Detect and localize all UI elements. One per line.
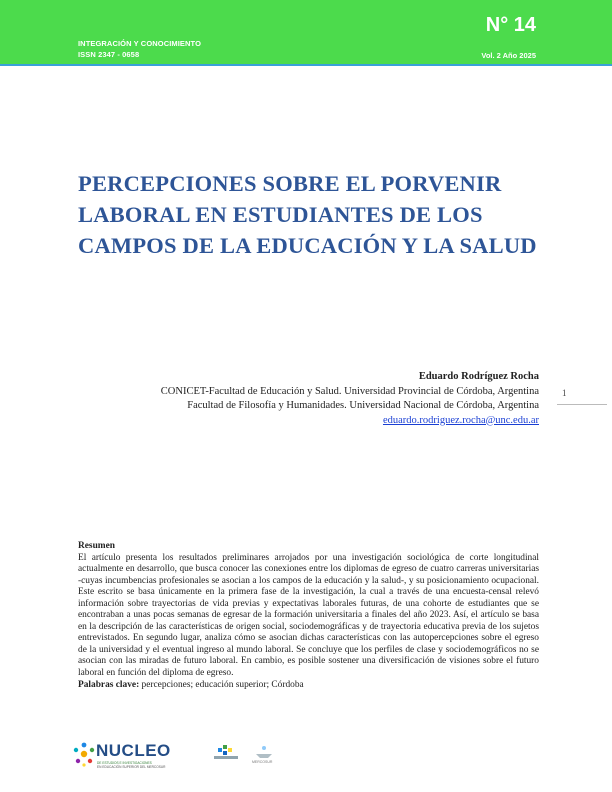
keywords-label: Palabras clave: xyxy=(78,679,140,690)
author-name: Eduardo Rodríguez Rocha xyxy=(418,371,539,382)
keywords-line xyxy=(78,680,539,692)
partner-logo-graphic xyxy=(212,742,282,768)
issue-number: N° 14 xyxy=(485,14,536,36)
abstract-body: El artículo presenta los resultados preliminares arrojados por una investigación sociológica de corte longitudinal actualmente en desarrollo, que busca conocer las conexiones entre los diplomas de egreso de cuatro carreras universitarias -cuyas incumbencias profesionales se asocian a los campos de la educación y la salud-, y su posicionamiento ocupacional. Este escrito se basa únicamente en la primera fase de la investigación, la cual a través de una encuesta-censal relevó información sobre trayectorias de vida previas y expectativas laborales futuras, de una cohorte de estudiantes que se encontraban a unas pocas semanas de egresar de la formación universitaria a finales del año 2023. Así, el artículo se basa en la descripción de las características de origen social, sociodemográficas y de trayectoria educativa previa de los sujetos entrevistados. En segundo lugar, analiza cómo se asocian dichas características con las autopercepciones sobre el egreso de la universidad y el eventual ingreso al mundo laboral. Se concluye que los perfiles de clase y sociodemográficos no se asocian con las miradas de futuro laboral. En cambio, es posible sostener una diversificación de visiones sobre el futuro laboral en función del diploma de egreso. xyxy=(78,552,539,679)
journal-header xyxy=(0,0,612,66)
nucleo-star-icon xyxy=(72,740,96,768)
nucleo-logo-text: NUCLEO xyxy=(96,741,171,760)
journal-name: INTEGRACIÓN Y CONOCIMIENTO xyxy=(78,39,202,48)
footnote-divider xyxy=(557,404,607,405)
nucleo-logo-subtitle-1: DE ESTUDIOS E INVESTIGACIONES xyxy=(97,761,152,765)
abstract-section xyxy=(78,541,539,691)
nucleo-logo-subtitle-2: EN EDUCACIÓN SUPERIOR DEL MERCOSUR xyxy=(97,765,166,769)
partner-logo-label: MERCOSUR xyxy=(252,760,273,764)
nucleo-logo xyxy=(72,738,182,772)
article-title: PERCEPCIONES SOBRE EL PORVENIR LABORAL EN ESTUDIANTES DE LOS CAMPOS DE LA EDUCACIÓN Y LA SALUD xyxy=(78,171,537,258)
author-block xyxy=(161,370,539,428)
journal-issn: ISSN 2347 - 0658 xyxy=(78,50,140,59)
footnote-marker: 1 xyxy=(562,388,567,398)
author-affiliation-2: Facultad de Filosofía y Humanidades. Universidad Nacional de Córdoba, Argentina xyxy=(187,400,539,411)
partner-logo xyxy=(212,742,282,768)
issue-volume-year: Vol. 2 Año 2025 xyxy=(481,51,536,60)
author-affiliation-1: CONICET-Facultad de Educación y Salud. Universidad Provincial de Córdoba, Argentina xyxy=(160,385,539,397)
author-email-link[interactable]: eduardo.rodriguez.rocha@unc.edu.ar xyxy=(382,414,539,426)
abstract-heading: Resumen xyxy=(78,541,115,551)
keywords-values: percepciones; educación superior; Córdoba xyxy=(141,679,304,690)
journal-info xyxy=(78,38,201,60)
